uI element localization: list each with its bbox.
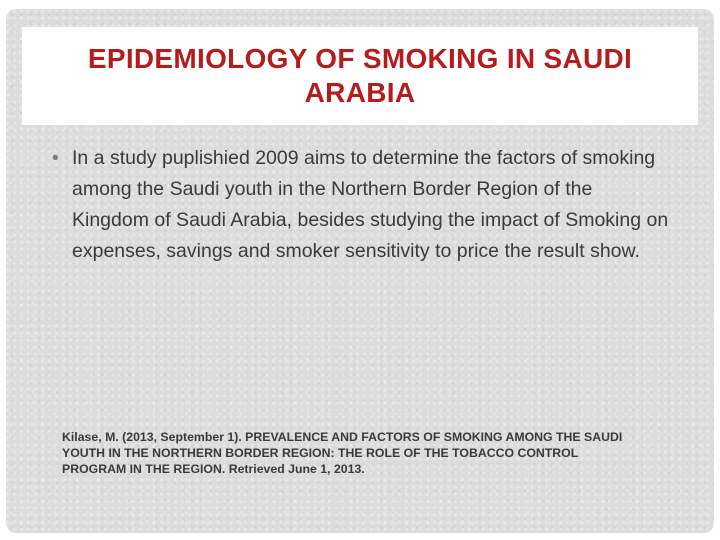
bullet-marker: •	[52, 148, 59, 169]
slide	[6, 9, 714, 533]
reference-citation: Kilase, M. (2013, September 1). PREVALENCE AND FACTORS OF SMOKING AMONG THE SAUDI YOUTH IN THE NORTHERN BORDER REGION: THE ROLE OF THE TOBACCO CONTROL PROGRAM IN THE REGION. Retrieved June 1, 2013.	[62, 430, 623, 476]
slide-title: EPIDEMIOLOGY OF SMOKING IN SAUDI ARABIA	[87, 43, 633, 108]
bullet-list	[52, 143, 672, 267]
title-box	[22, 27, 698, 125]
bullet-text: In a study puplishied 2009 aims to determine the factors of smoking among the Saudi youth in the Northern Border Region of the Kingdom of Saudi Arabia, besides studying the impact of Smoking on expenses, savings and smoker sensitivity to price the result show.	[72, 147, 669, 262]
bullet-item	[52, 143, 672, 267]
